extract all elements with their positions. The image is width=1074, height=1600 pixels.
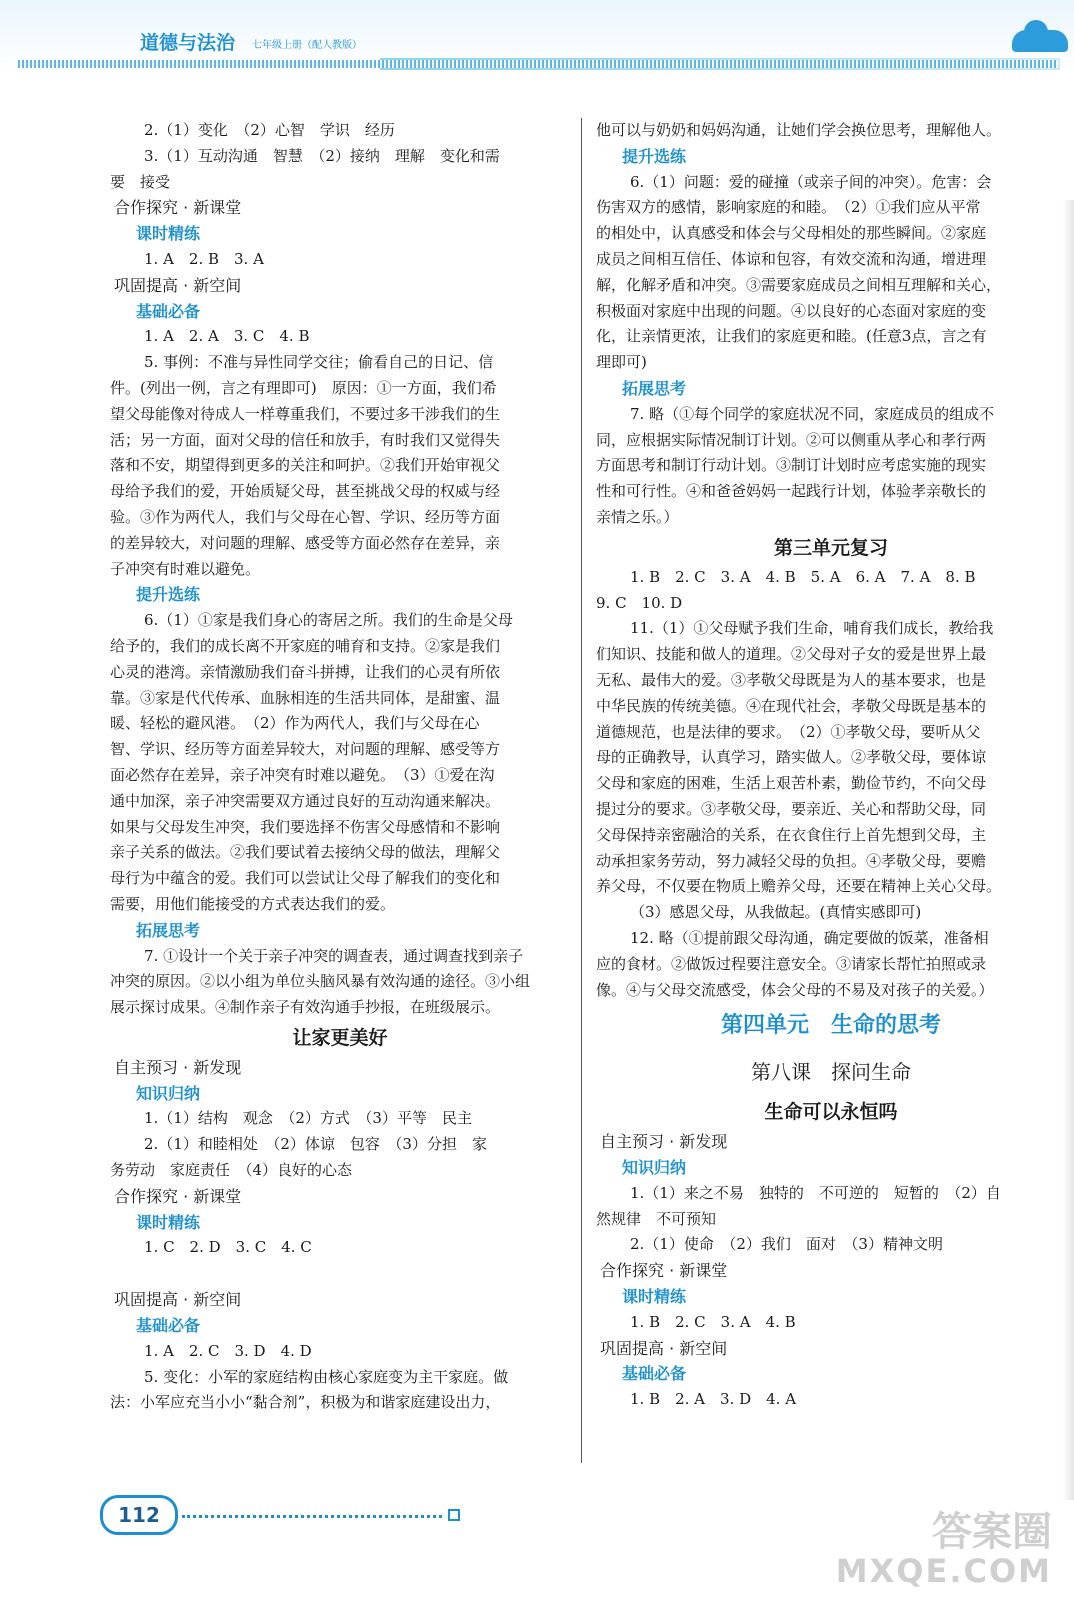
answer-line: 道德规范，也是法律的要求。 （2）①孝敬父母，要听从父: [596, 722, 981, 741]
section-heading: 巩固提高 · 新空间: [114, 275, 242, 295]
answer-line: 化，让亲情更浓，让我们的家庭更和睦。(任意3点，言之有: [596, 327, 987, 346]
subsection-heading: 课时精练: [622, 1287, 687, 1307]
answer-line: 母行为中蕴含的爱。我们可以尝试让父母了解我们的变化和: [110, 869, 501, 888]
answer-line: 心灵的港湾。亲情激励我们奋斗拼搏，让我们的心灵有所依: [110, 662, 501, 681]
answer-line: 3.（1）互动沟通 智慧 （2）接纳 理解 变化和需: [144, 146, 500, 165]
section-heading: 合作探究 · 新课堂: [114, 198, 242, 218]
answer-line: 活；另一方面，面对父母的信任和放手，有时我们又觉得失: [110, 430, 501, 449]
column-divider: [581, 118, 582, 1463]
answer-line: 1. A 2. B 3. A: [144, 249, 264, 268]
section-heading: 合作探究 · 新课堂: [600, 1261, 728, 1281]
answer-line: 1. B 2. A 3. D 4. A: [630, 1390, 797, 1409]
answer-line: 动承担家务劳动，努力减轻父母的负担。④孝敬父母，要赡: [596, 851, 987, 870]
answer-line: 望父母能像对待成人一样尊重我们，不要过多干涉我们的生: [110, 404, 501, 423]
answer-line: 1. A 2. A 3. C 4. B: [144, 327, 310, 346]
answer-line: 1. B 2. C 3. A 4. B: [630, 1312, 796, 1331]
answer-line: 他可以与奶奶和妈妈沟通，让她们学会换位思考，理解他人。: [596, 121, 1002, 139]
answer-line: 母给予我们的爱，开始质疑父母，甚至挑战父母的权威与经: [110, 482, 501, 501]
answer-line: 应的食材。②做饭过程要注意安全。③请家长帮忙拍照或录: [596, 954, 987, 973]
answer-line: 无私、最伟大的爱。③孝敬父母既是为人的基本要求，也是: [596, 670, 987, 689]
answer-line: （3）感恩父母，从我做起。(真情实感即可): [630, 903, 922, 922]
answer-line: 冲突的原因。②以小组为单位头脑风暴有效沟通的途径。③小组: [110, 972, 531, 991]
answer-line: 需要，用他们能接受的方式表达我们的爱。: [110, 894, 396, 913]
answer-line: 5. 变化：小军的家庭结构由核心家庭变为主干家庭。做: [144, 1367, 509, 1386]
section-heading: 自主预习 · 新发现: [600, 1132, 728, 1152]
page-footer: [100, 1495, 500, 1535]
lesson-title: 第三单元复习: [773, 536, 888, 559]
answer-line: 的相处中，认真感受和体会与父母相处的那些瞬间。②家庭: [596, 224, 987, 243]
answer-line: 1. B 2. C 3. A 4. B 5. A 6. A 7. A 8. B: [630, 567, 976, 586]
subsection-heading: 拓展思考: [622, 378, 687, 398]
answer-line: 方面思考和制订行动计划。③制订计划时应考虑实施的现实: [596, 456, 987, 475]
answer-line: 6.（1）①家是我们身心的寄居之所。我们的生命是父母: [144, 611, 513, 630]
answer-line: 1. C 2. D 3. C 4. C: [144, 1238, 312, 1257]
answer-line: 像。④与父母交流感受，体会父母的不易及对孩子的关爱。）: [596, 980, 994, 999]
subsection-heading: 基础必备: [622, 1364, 687, 1384]
answer-line: 成员之间相互信任、体谅和包容，有效交流和沟通，增进理: [596, 249, 987, 268]
answer-line: 落和不安，期望得到更多的关注和呵护。②我们开始审视父: [110, 456, 501, 475]
answer-line: 理即可): [596, 353, 647, 372]
answer-line: 中华民族的传统美德。④在现代社会，孝敬父母既是基本的: [596, 696, 987, 715]
answer-line: 提过分的要求。③孝敬父母，要亲近、关心和帮助父母，同: [596, 799, 987, 818]
answer-line: 1. A 2. C 3. D 4. D: [144, 1341, 312, 1360]
answer-line: 1.（1）来之不易 独特的 不可逆的 短暂的 （2）自: [630, 1183, 1001, 1202]
answer-line: 性和可行性。④和爸爸妈妈一起践行计划，体验孝亲敬长的: [596, 482, 987, 501]
watermark-logo: 答案圈: [932, 1509, 1052, 1555]
answer-line: 5. 事例：不准与异性同学交往；偷看自己的日记、信: [144, 353, 494, 372]
footer-square-icon: [448, 1509, 460, 1521]
subsection-heading: 提升选练: [622, 146, 687, 166]
answer-line: 11.（1）①父母赋予我们生命，哺育我们成长，教给我: [630, 619, 994, 638]
left-column: [110, 118, 570, 1416]
answer-line: 1.（1）结构 观念 （2）方式 （3）平等 民主: [144, 1109, 472, 1128]
answer-line: 同，应根据实际情况制订计划。②可以侧重从孝心和孝行两: [596, 430, 987, 449]
section-heading: 巩固提高 · 新空间: [600, 1338, 728, 1358]
answer-line: 的差异较大，对问题的理解、感受等方面必然存在差异，亲: [110, 533, 501, 552]
answer-line: 12. 略（①提前跟父母沟通，确定要做的饭菜，准备相: [630, 928, 989, 947]
cloud-icon: [1012, 30, 1068, 52]
lesson-heading: 第八课 探问生命: [751, 1060, 911, 1085]
subsection-heading: 知识归纳: [622, 1158, 687, 1178]
answer-line: 要 接受: [110, 172, 171, 191]
watermark-url: MXQE.COM: [835, 1552, 1052, 1590]
answer-line: 面必然存在差异，亲子冲突有时难以避免。 （3）①爱在沟: [110, 765, 495, 784]
answer-line: 暖、轻松的避风港。 （2）作为两代人，我们与父母在心: [110, 714, 480, 733]
answer-line: 父母和家庭的困难，生活上艰苦朴素，勤俭节约，不向父母: [596, 774, 987, 793]
answer-line: 伤害双方的感情，影响家庭的和睦。 （2）①我们应从平常: [596, 198, 981, 217]
answer-line: 亲子关系的做法。②我们要试着去接纳父母的做法，理解父: [110, 843, 501, 862]
book-subtitle: 七年级上册（配人教版）: [252, 40, 362, 51]
answer-line: 展示探讨成果。④制作亲子有效沟通手抄报，在班级展示。: [110, 998, 501, 1017]
header-stripe: [18, 60, 1058, 68]
answer-line: 解，化解矛盾和冲突。③需要家庭成员之间相互理解和关心，: [596, 275, 1002, 294]
subsection-heading: 拓展思考: [136, 920, 201, 940]
answer-line: 通中加深，亲子冲突需要双方通过良好的互动沟通来解决。: [110, 791, 501, 810]
answer-line: 7. 略（①每个同学的家庭状况不同，家庭成员的组成不: [630, 404, 995, 423]
answer-line: 9. C 10. D: [596, 593, 683, 612]
answer-line: 7. ①设计一个关于亲子冲突的调查表，通过调查找到亲子: [144, 946, 524, 965]
right-column: [596, 118, 1066, 1413]
subsection-heading: 基础必备: [136, 1316, 201, 1336]
lesson-title: 生命可以永恒吗: [764, 1101, 898, 1124]
subsection-heading: 课时精练: [136, 224, 201, 244]
page-number: 112: [100, 1495, 178, 1535]
answer-line: 智、学识、经历等方面差异较大，对问题的理解、感受等方: [110, 740, 501, 759]
answer-line: 件。(列出一例，言之有理即可) 原因：①一方面，我们希: [110, 378, 497, 397]
answer-line: 2.（1）使命 （2）我们 面对 （3）精神文明: [630, 1235, 943, 1254]
subsection-heading: 课时精练: [136, 1212, 201, 1232]
section-heading: 巩固提高 · 新空间: [114, 1290, 242, 1310]
book-title: 道德与法治: [140, 32, 236, 54]
footer-dots: [182, 1515, 442, 1518]
answer-line: 2.（1）和睦相处 （2）体谅 包容 （3）分担 家: [144, 1135, 487, 1154]
section-heading: 自主预习 · 新发现: [114, 1057, 242, 1077]
page-header: [0, 0, 1074, 70]
answer-line: 靠。③家是代代传承、血脉相连的生活共同体，是甜蜜、温: [110, 688, 501, 707]
answer-line: 然规律 不可预知: [596, 1209, 717, 1228]
answer-line: 积极面对家庭中出现的问题。④以良好的心态面对家庭的变: [596, 301, 987, 320]
answer-line: 养父母，不仅要在物质上赡养父母，还要在精神上关心父母。: [596, 877, 1002, 896]
subsection-heading: 提升选练: [136, 585, 201, 605]
answer-line: 父母保持亲密融洽的关系，在衣食住行上首先想到父母，主: [596, 825, 987, 844]
answer-line: 子冲突有时难以避免。: [110, 559, 261, 578]
answer-line: 2.（1）变化 （2）心智 学识 经历: [144, 121, 395, 139]
section-heading: 合作探究 · 新课堂: [114, 1186, 242, 1206]
answer-line: 们知识、技能和做人的道理。②父母对子女的爱是世界上最: [596, 645, 987, 664]
subsection-heading: 知识归纳: [136, 1083, 201, 1103]
answer-line: 如果与父母发生冲突，我们要选择不伤害父母感情和不影响: [110, 817, 501, 836]
answer-line: 法：小军应充当小小“黏合剂”，积极为和谐家庭建设出力，: [110, 1393, 501, 1412]
answer-line: 母的正确教导，认真学习，踏实做人。②孝敬父母，要体谅: [596, 748, 987, 767]
subsection-heading: 基础必备: [136, 301, 201, 321]
spacer: [110, 1261, 570, 1287]
answer-line: 亲情之乐。）: [596, 507, 679, 526]
answer-line: 6.（1）问题：爱的碰撞（或亲子间的冲突）。危害：会: [630, 172, 992, 191]
lesson-title: 让家更美好: [292, 1026, 388, 1049]
answer-line: 给予的，我们的成长离不开家庭的哺育和支持。②家是我们: [110, 636, 501, 655]
answer-line: 验。③作为两代人，我们与父母在心智、学识、经历等方面: [110, 507, 501, 526]
unit-title: 第四单元 生命的思考: [720, 1013, 941, 1039]
answer-line: 务劳动 家庭责任 （4）良好的心态: [110, 1161, 353, 1180]
page-edge: [1062, 200, 1074, 1500]
